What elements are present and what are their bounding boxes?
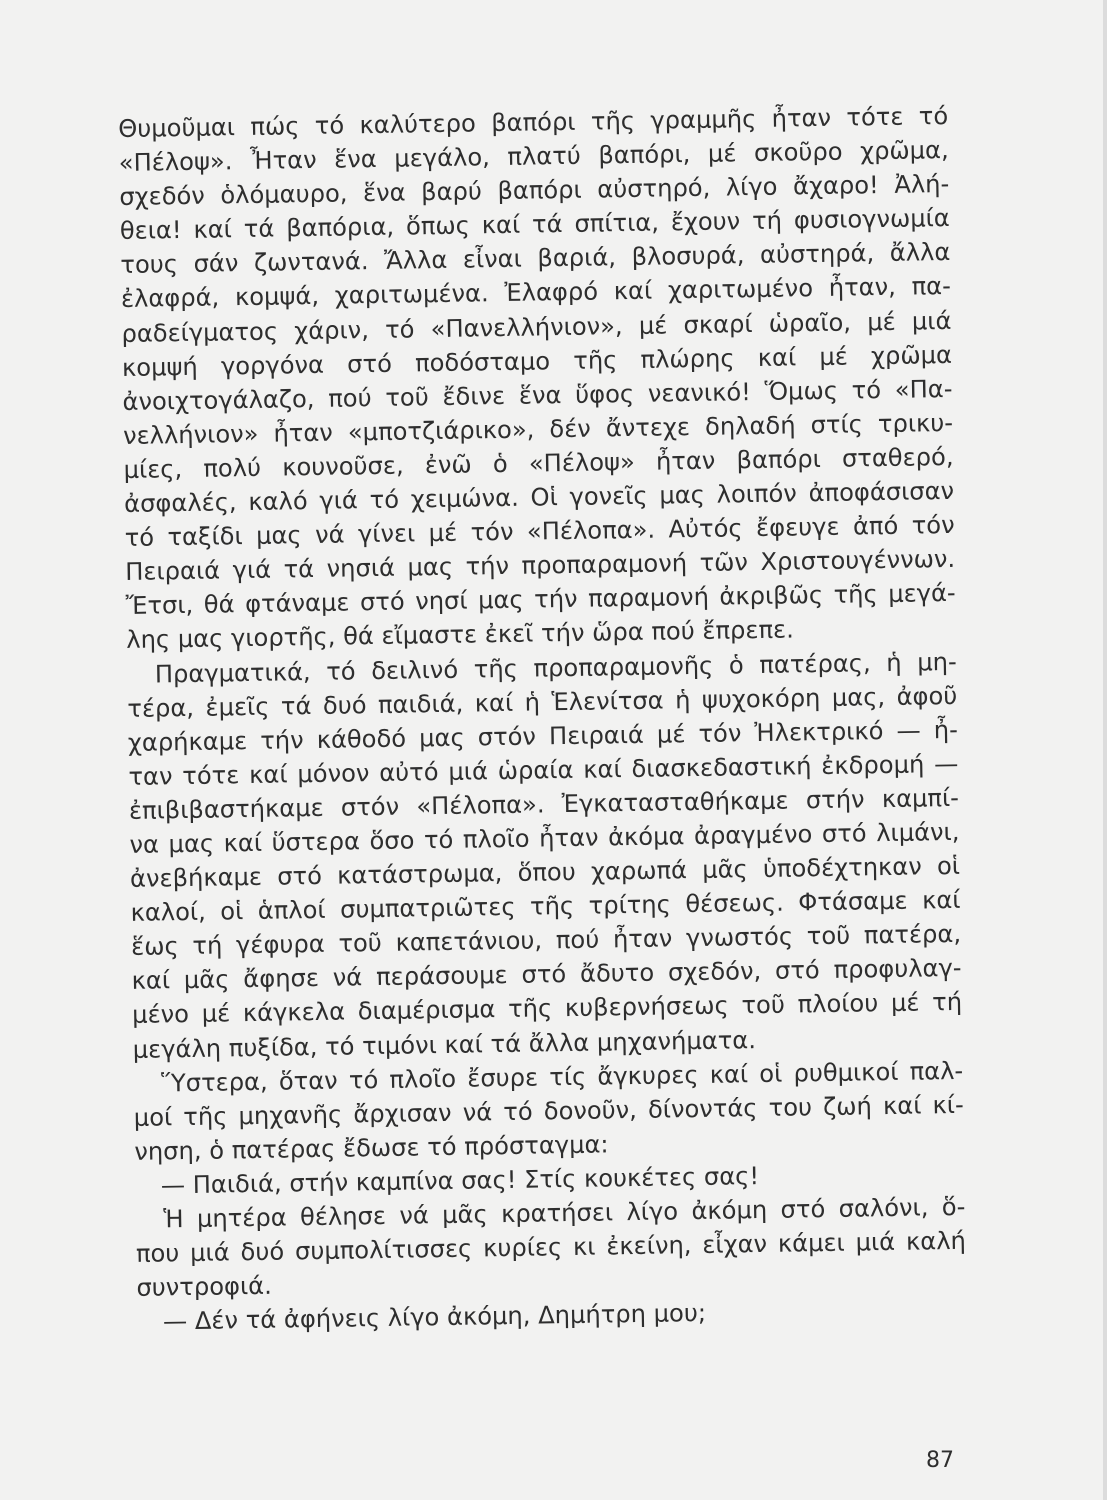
page-number: 87 bbox=[926, 1448, 954, 1473]
text-line: Ὕστερα, ὅταν τό πλοῖο ἔσυρε τίς ἄγκυρες καί οἱ ρυθμικοί παλ- bbox=[161, 1056, 964, 1098]
text-line: τους σάν ζωντανά. Ἄλλα εἶναι βαριά, βλοσυρά, αὐστηρά, ἄλλα bbox=[120, 238, 951, 280]
text-line: Πειραιά γιά τά νησιά μας τήν προπαραμονή τῶν Χριστουγέννων. bbox=[125, 545, 956, 587]
text-line: τό ταξίδι μας νά γίνει μέ τόν «Πέλοπα». Αὐτός ἔφευγε ἀπό τόν bbox=[124, 511, 955, 553]
text-line: να μας καί ὕστερα ὅσο τό πλοῖο ἦταν ἀκόμα ἀραγμένο στό λιμάνι, bbox=[129, 817, 960, 859]
text-line: Πραγματικά, τό δειλινό τῆς προπαραμονῆς ὁ πατέρας, ἡ μη- bbox=[154, 647, 957, 688]
text-line: ἀσφαλές, καλό γιά τό χειμώνα. Οἱ γονεῖς μας λοιπόν ἀποφάσισαν bbox=[123, 476, 955, 518]
text-line: θεια! καί τά βαπόρια, ὅπως καί τά σπίτια, ἔχουν τή φυσιογνωμία bbox=[119, 204, 950, 246]
text-line: νελλήνιον» ἦταν «μποτζιάρικο», δέν ἄντεχε δηλαδή στίς τρικυ- bbox=[122, 408, 954, 450]
text-line: νηση, ὁ πατέρας ἔδωσε τό πρόσταγμα: bbox=[134, 1130, 609, 1166]
dialogue-line: — Δέν τά ἀφήνεις λίγο ἀκόμη, Δημήτρη μου; bbox=[162, 1299, 707, 1336]
text-line: συντροφιά. bbox=[136, 1271, 273, 1303]
text-line: ἐλαφρά, κομψά, χαριτωμένα. Ἐλαφρό καί χαριτωμένο ἦταν, πα- bbox=[120, 272, 952, 314]
text-line: ταν τότε καί μόνον αὐτό μιά ὡραία καί διασκεδαστική ἐκδρομή — bbox=[128, 749, 959, 791]
text-line: ἀνεβήκαμε στό κατάστρωμα, ὅπου χαρωπά μᾶς ὑποδέχτηκαν οἱ bbox=[129, 851, 961, 893]
text-line: που μιά δυό συμπολίτισσες κυρίες κι ἐκείνη, εἶχαν κάμει μιά καλή bbox=[135, 1226, 967, 1268]
text-line: Θυμοῦμαι πώς τό καλύτερο βαπόρι τῆς γραμμῆς ἦταν τότε τό bbox=[118, 101, 949, 143]
text-line: ἕως τή γέφυρα τοῦ καπετάνιου, πού ἦταν γνωστός τοῦ πατέρα, bbox=[130, 920, 962, 962]
text-line: χαρήκαμε τήν κάθοδό μας στόν Πειραιά μέ τόν Ἠλεκτρικό — ἦ- bbox=[127, 715, 959, 757]
text-line: μίες, πολύ κουνοῦσε, ἐνῶ ὁ «Πέλοψ» ἦταν βαπόρι σταθερό, bbox=[123, 442, 954, 484]
text-line: μεγάλη πυξίδα, τό τιμόνι καί τά ἄλλα μηχανήματα. bbox=[132, 1025, 757, 1064]
text-line: ἀνοιχτογάλαζο, πού τοῦ ἔδινε ἕνα ὕφος νεανικό! Ὅμως τό «Πα- bbox=[122, 374, 953, 416]
dialogue-line: — Παιδιά, στήν καμπίνα σας! Στίς κουκέτες σας! bbox=[160, 1161, 760, 1200]
text-line: «Πέλοψ». Ἦταν ἕνα μεγάλο, πλατύ βαπόρι, μέ σκοῦρο χρῶμα, bbox=[118, 136, 949, 178]
text-line: Ἡ μητέρα θέλησε νά μᾶς κρατήσει λίγο ἀκόμη στό σαλόνι, ὅ- bbox=[163, 1192, 966, 1234]
text-line: σχεδόν ὁλόμαυρο, ἕνα βαρύ βαπόρι αὐστηρό, λίγο ἄχαρο! Ἀλή- bbox=[119, 170, 950, 212]
text-line: λης μας γιορτῆς, θά εἴμαστε ἐκεῖ τήν ὥρα πού ἔπρεπε. bbox=[126, 615, 795, 655]
text-line: ἐπιβιβαστήκαμε στόν «Πέλοπα». Ἐγκατασταθήκαμε στήν καμπί- bbox=[128, 783, 960, 825]
page-body-text bbox=[118, 99, 967, 1339]
text-line: μοί τῆς μηχανῆς ἄρχισαν νά τό δονοῦν, δίνοντάς του ζωή καί κί- bbox=[133, 1090, 964, 1132]
text-line: καί μᾶς ἄφησε νά περάσουμε στό ἄδυτο σχεδόν, στό προφυλαγ- bbox=[131, 954, 962, 996]
text-line: μένο μέ κάγκελα διαμέρισμα τῆς κυβερνήσεως τοῦ πλοίου μέ τή bbox=[131, 988, 963, 1030]
text-line: Ἔτσι, θά φτάναμε στό νησί μας τήν παραμονή ἀκριβῶς τῆς μεγά- bbox=[125, 579, 956, 621]
text-line: ραδείγματος χάριν, τό «Πανελλήνιον», μέ σκαρί ὡραῖο, μέ μιά bbox=[121, 306, 952, 348]
text-line: τέρα, ἐμεῖς τά δυό παιδιά, καί ἡ Ἑλενίτσα ἡ ψυχοκόρη μας, ἀφοῦ bbox=[127, 681, 958, 723]
text-line: καλοί, οἱ ἁπλοί συμπατριῶτες τῆς τρίτης θέσεως. Φτάσαμε καί bbox=[130, 886, 961, 928]
text-line: κομψή γοργόνα στό ποδόσταμο τῆς πλώρης καί μέ χρῶμα bbox=[121, 340, 953, 382]
